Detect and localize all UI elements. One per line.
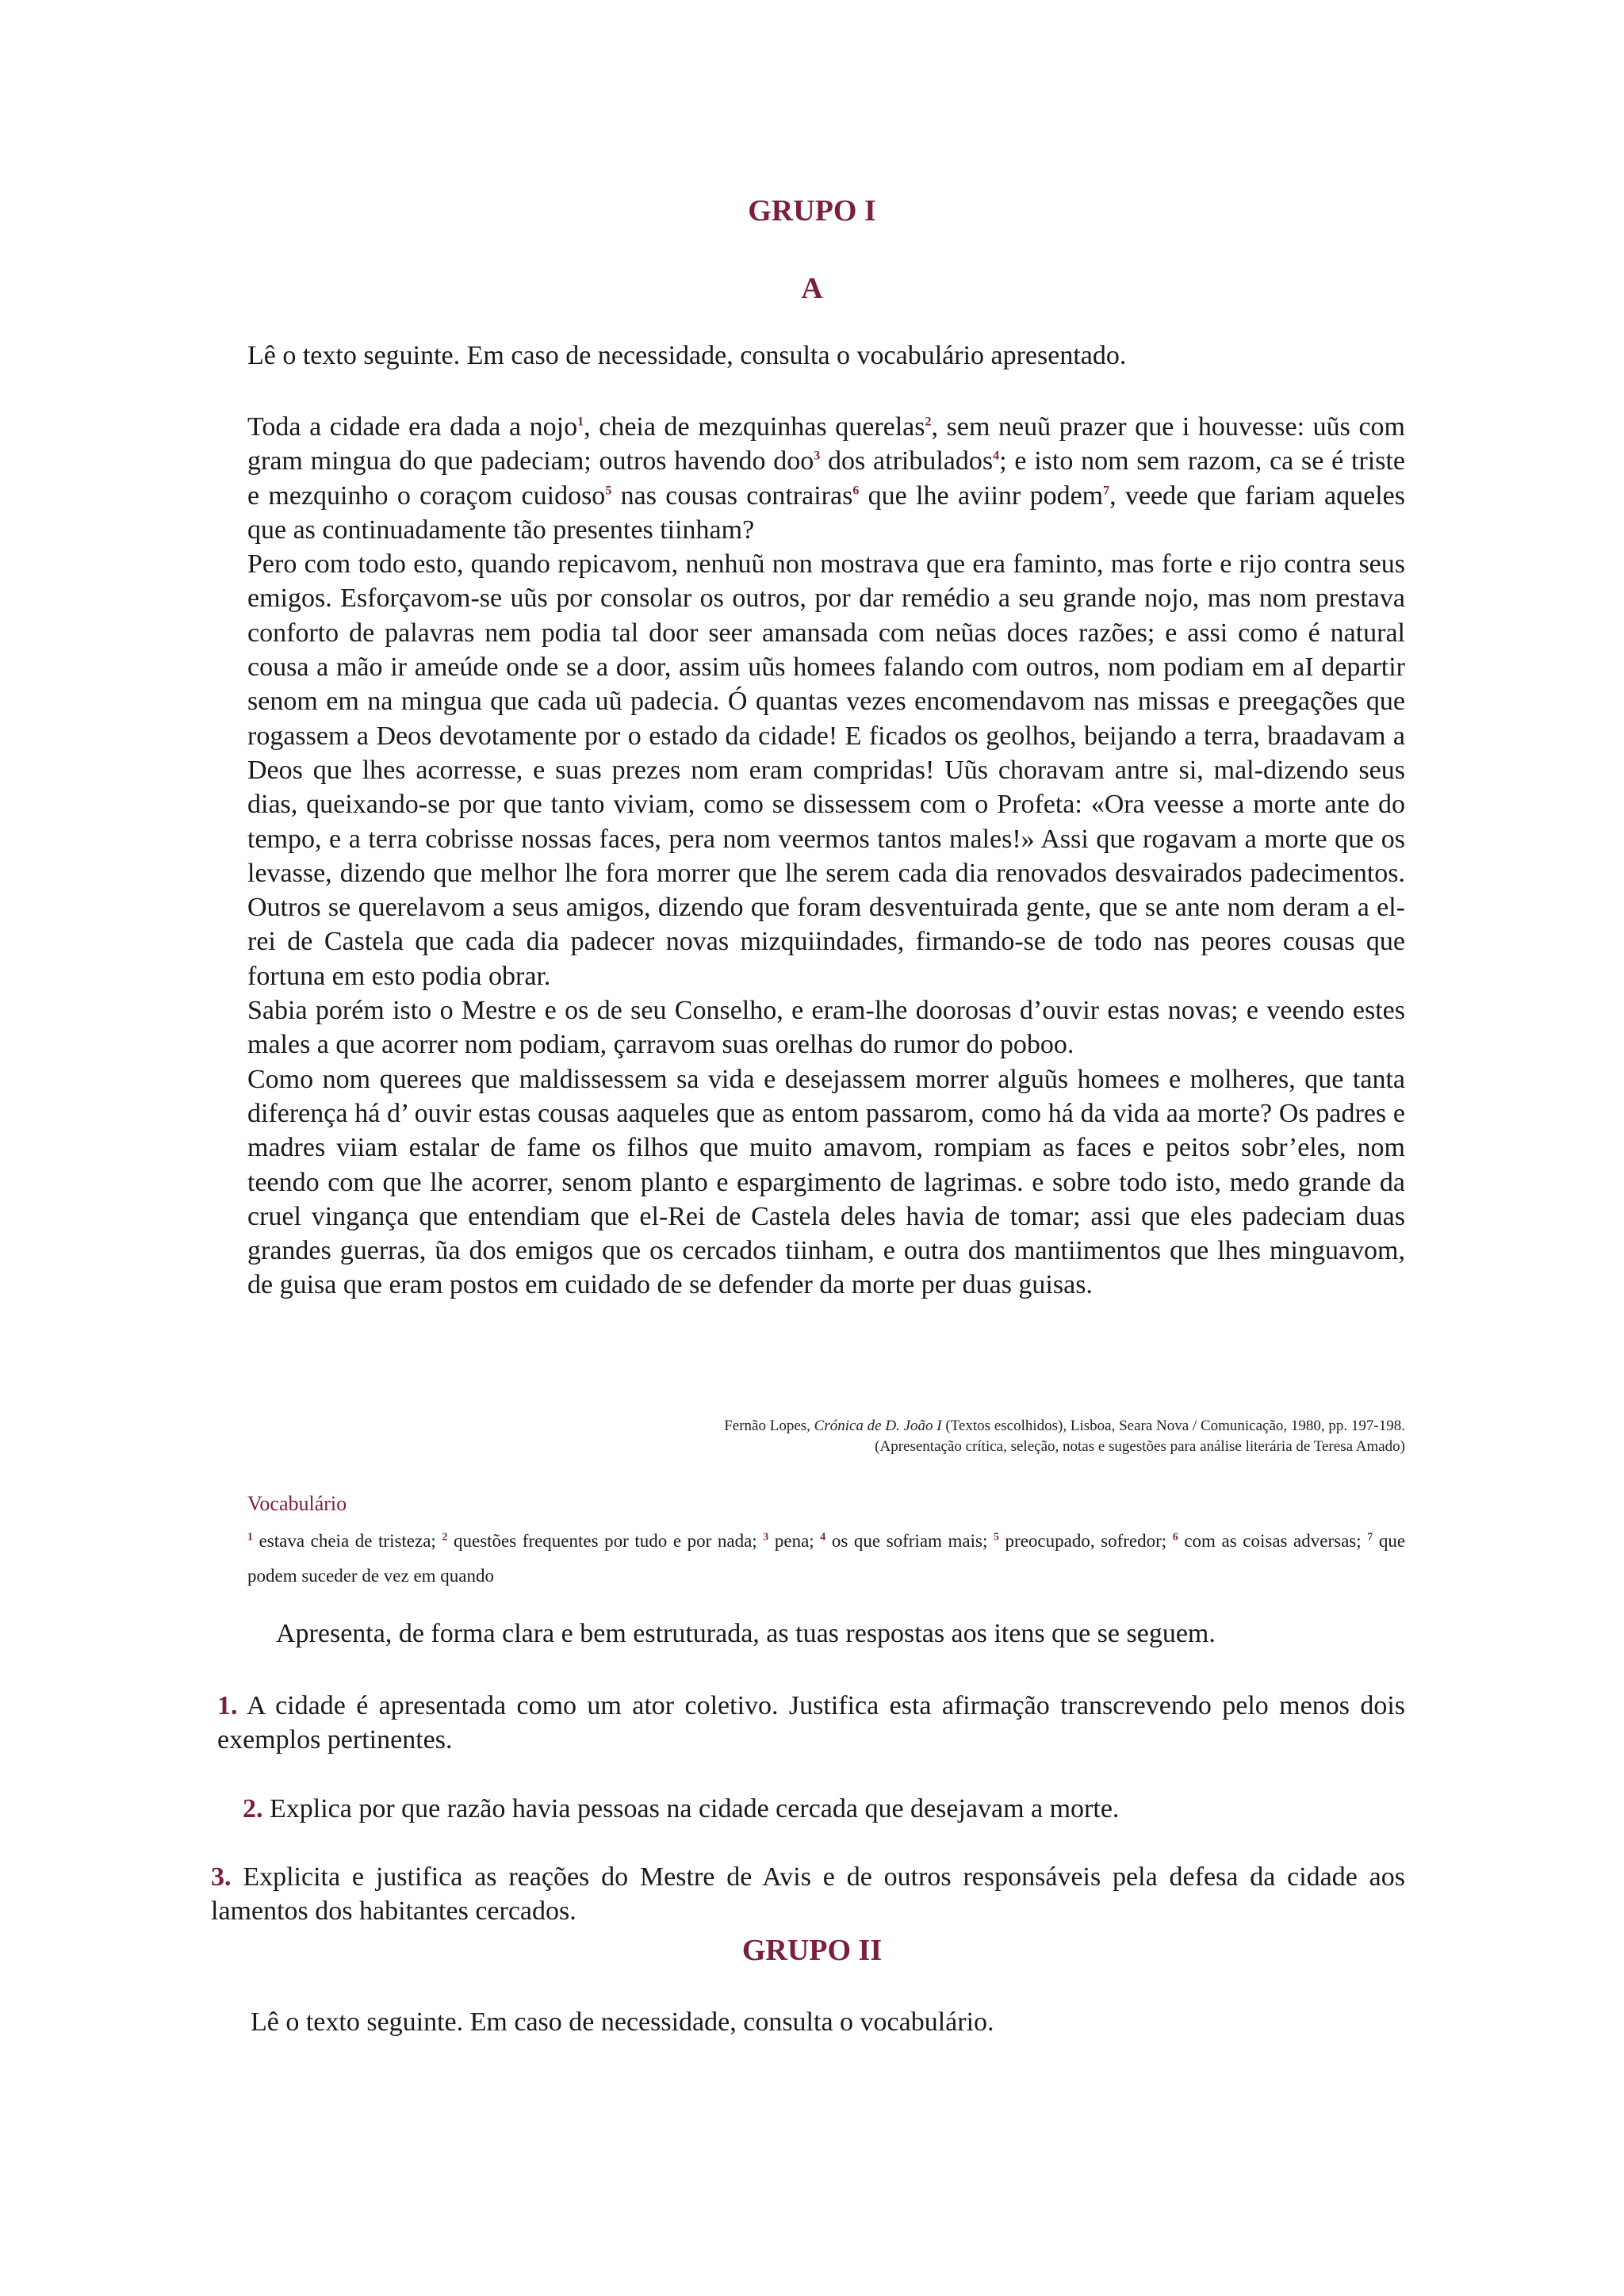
passage-paragraph-1: Toda a cidade era dada a nojo$^1$, cheia de mezquinhas querelas$^2$, sem neuũ prazer que i houvesse: uũs com gram mingua do que padeciam; outros havendo doo$^3$ dos atribulados$^4$; e isto nom sem razom, ca se é triste e mezquinho o coraçom cuidoso$^5$ nas cousas contrairas$^6$ que lhe aviinr podem$^7$, veede que fariam aqueles que as continuadamente tão presentes tiinham? [247, 412, 1405, 545]
question-2: 2. Explica por que razão havia pessoas na cidade cercada que desejavam a morte. [243, 1794, 1120, 1823]
vocab-item: $^7$ que podem suceder de vez em quando [247, 1530, 1406, 1586]
group-1-title: GRUPO I [748, 194, 876, 228]
vocab-item: $^3$ pena; [763, 1530, 821, 1551]
vocab-item: $^2$ questões frequentes por tudo e por nada; [442, 1530, 764, 1551]
section-a-title: A [801, 272, 823, 305]
vocab-item: $^5$ preocupado, sofredor; [993, 1530, 1173, 1551]
instructions: Apresenta, de forma clara e bem estruturada, as tuas respostas aos itens que se seguem. [276, 1619, 1216, 1648]
passage-paragraph-3: Sabia porém isto o Mestre e os de seu Conselho, e eram-lhe doorosas d’ouvir estas novas; e veendo estes males a que acorrer nom podiam, çarravom suas orelhas do rumor do poboo. [247, 996, 1405, 1060]
vocab-item: $^1$ estava cheia de tristeza; [247, 1530, 442, 1551]
question-3: 3. Explicita e justifica as reações do Mestre de Avis e de outros responsáveis pela defesa da cidade aos lamentos dos habitantes cercados. [211, 1862, 1405, 1926]
passage-paragraph-4: Como nom querees que maldissessem sa vida e desejassem morrer alguũs homees e molheres, que tanta diferença há d’ ouvir estas cousas aaqueles que as entom passarom, como há da vida aa morte? Os padres e madres viiam estalar de fame os filhos que muito amavom, rompiam as faces e peitos sobr’eles, nom teendo com que lhe acorrer, senom planto e espargimento de lagrimas. e sobre todo isto, medo grande da cruel vingança que entendiam que el-Rei de Castela deles havia de tomar; assi que eles padeciam duas grandes guerras, ũa dos emigos que os cercados tiinham, e outra dos mantiimentos que lhes minguavom, de guisa que eram postos em cuidado de se defender da morte per duas guisas. [247, 1064, 1405, 1300]
vocabulary-list [247, 1520, 1405, 1594]
group-2-title: GRUPO II [741, 1934, 883, 1967]
vocab-item: $^6$ com as coisas adversas; [1172, 1530, 1368, 1551]
passage-paragraph-2: Pero com todo esto, quando repicavom, nenhuũ non mostrava que era faminto, mas forte e rijo contra seus emigos. Esforçavom-se uũs por consolar os outros, por dar remédio a seu grande nojo, mas nom prestava conforto de palavras nem podia tal door seer amansada com neũas doces razões; e assi como é natural cousa a mão ir ameúde onde se a door, assim uũs homees falando com outros, nom podiam em aI departir senom em na mingua que cada uũ padecia. Ó quantas vezes encomendavom nas missas e preegações que rogassem a Deos devotamente por o estado da cidade! E ficados os geolhos, beijando a terra, braadavam a Deos que lhes acorresse, e suas prezes nom eram compridas! Uũs choravam antre si, mal-dizendo seus dias, queixando-se por que tanto viviam, como se dissessem com o Profeta: «Ora veesse a morte ante do tempo, e a terra cobrisse nossas faces, pera nom veermos tantos males!» Assi que rogavam a morte que os levasse, dizendo que melhor lhe fora morrer que lhe serem cada dia renovados desvairados padecimentos. Outros se querelavom a seus amigos, dizendo que foram desventuirada gente, que se ante nom deram a el-rei de Castela que cada dia padecer novas mizquiindades, firmando-se de todo nas peores cousas que fortuna em esto podia obrar. [247, 549, 1405, 991]
vocab-item: $^4$ os que sofriam mais; [820, 1530, 994, 1551]
question-1: 1. A cidade é apresentada como um ator coletivo. Justifica esta afirmação transcrevendo pelo menos dois exemplos pertinentes. [217, 1691, 1405, 1755]
passage-text [247, 410, 1405, 1303]
source-citation: Fernão Lopes, Crónica de D. João I (Textos escolhidos), Lisboa, Seara Nova / Comunicação, 1980, pp. 197-198. (Apresentação crítica, seleção, notas e sugestões para análise literária de Teresa Amado) [724, 1418, 1405, 1455]
vocabulary-title: Vocabulário [247, 1492, 347, 1515]
group-1-intro: Lê o texto seguinte. Em caso de necessidade, consulta o vocabulário apresentado. [247, 341, 1127, 370]
group-2-intro: Lê o texto seguinte. Em caso de necessidade, consulta o vocabulário. [251, 2007, 994, 2037]
